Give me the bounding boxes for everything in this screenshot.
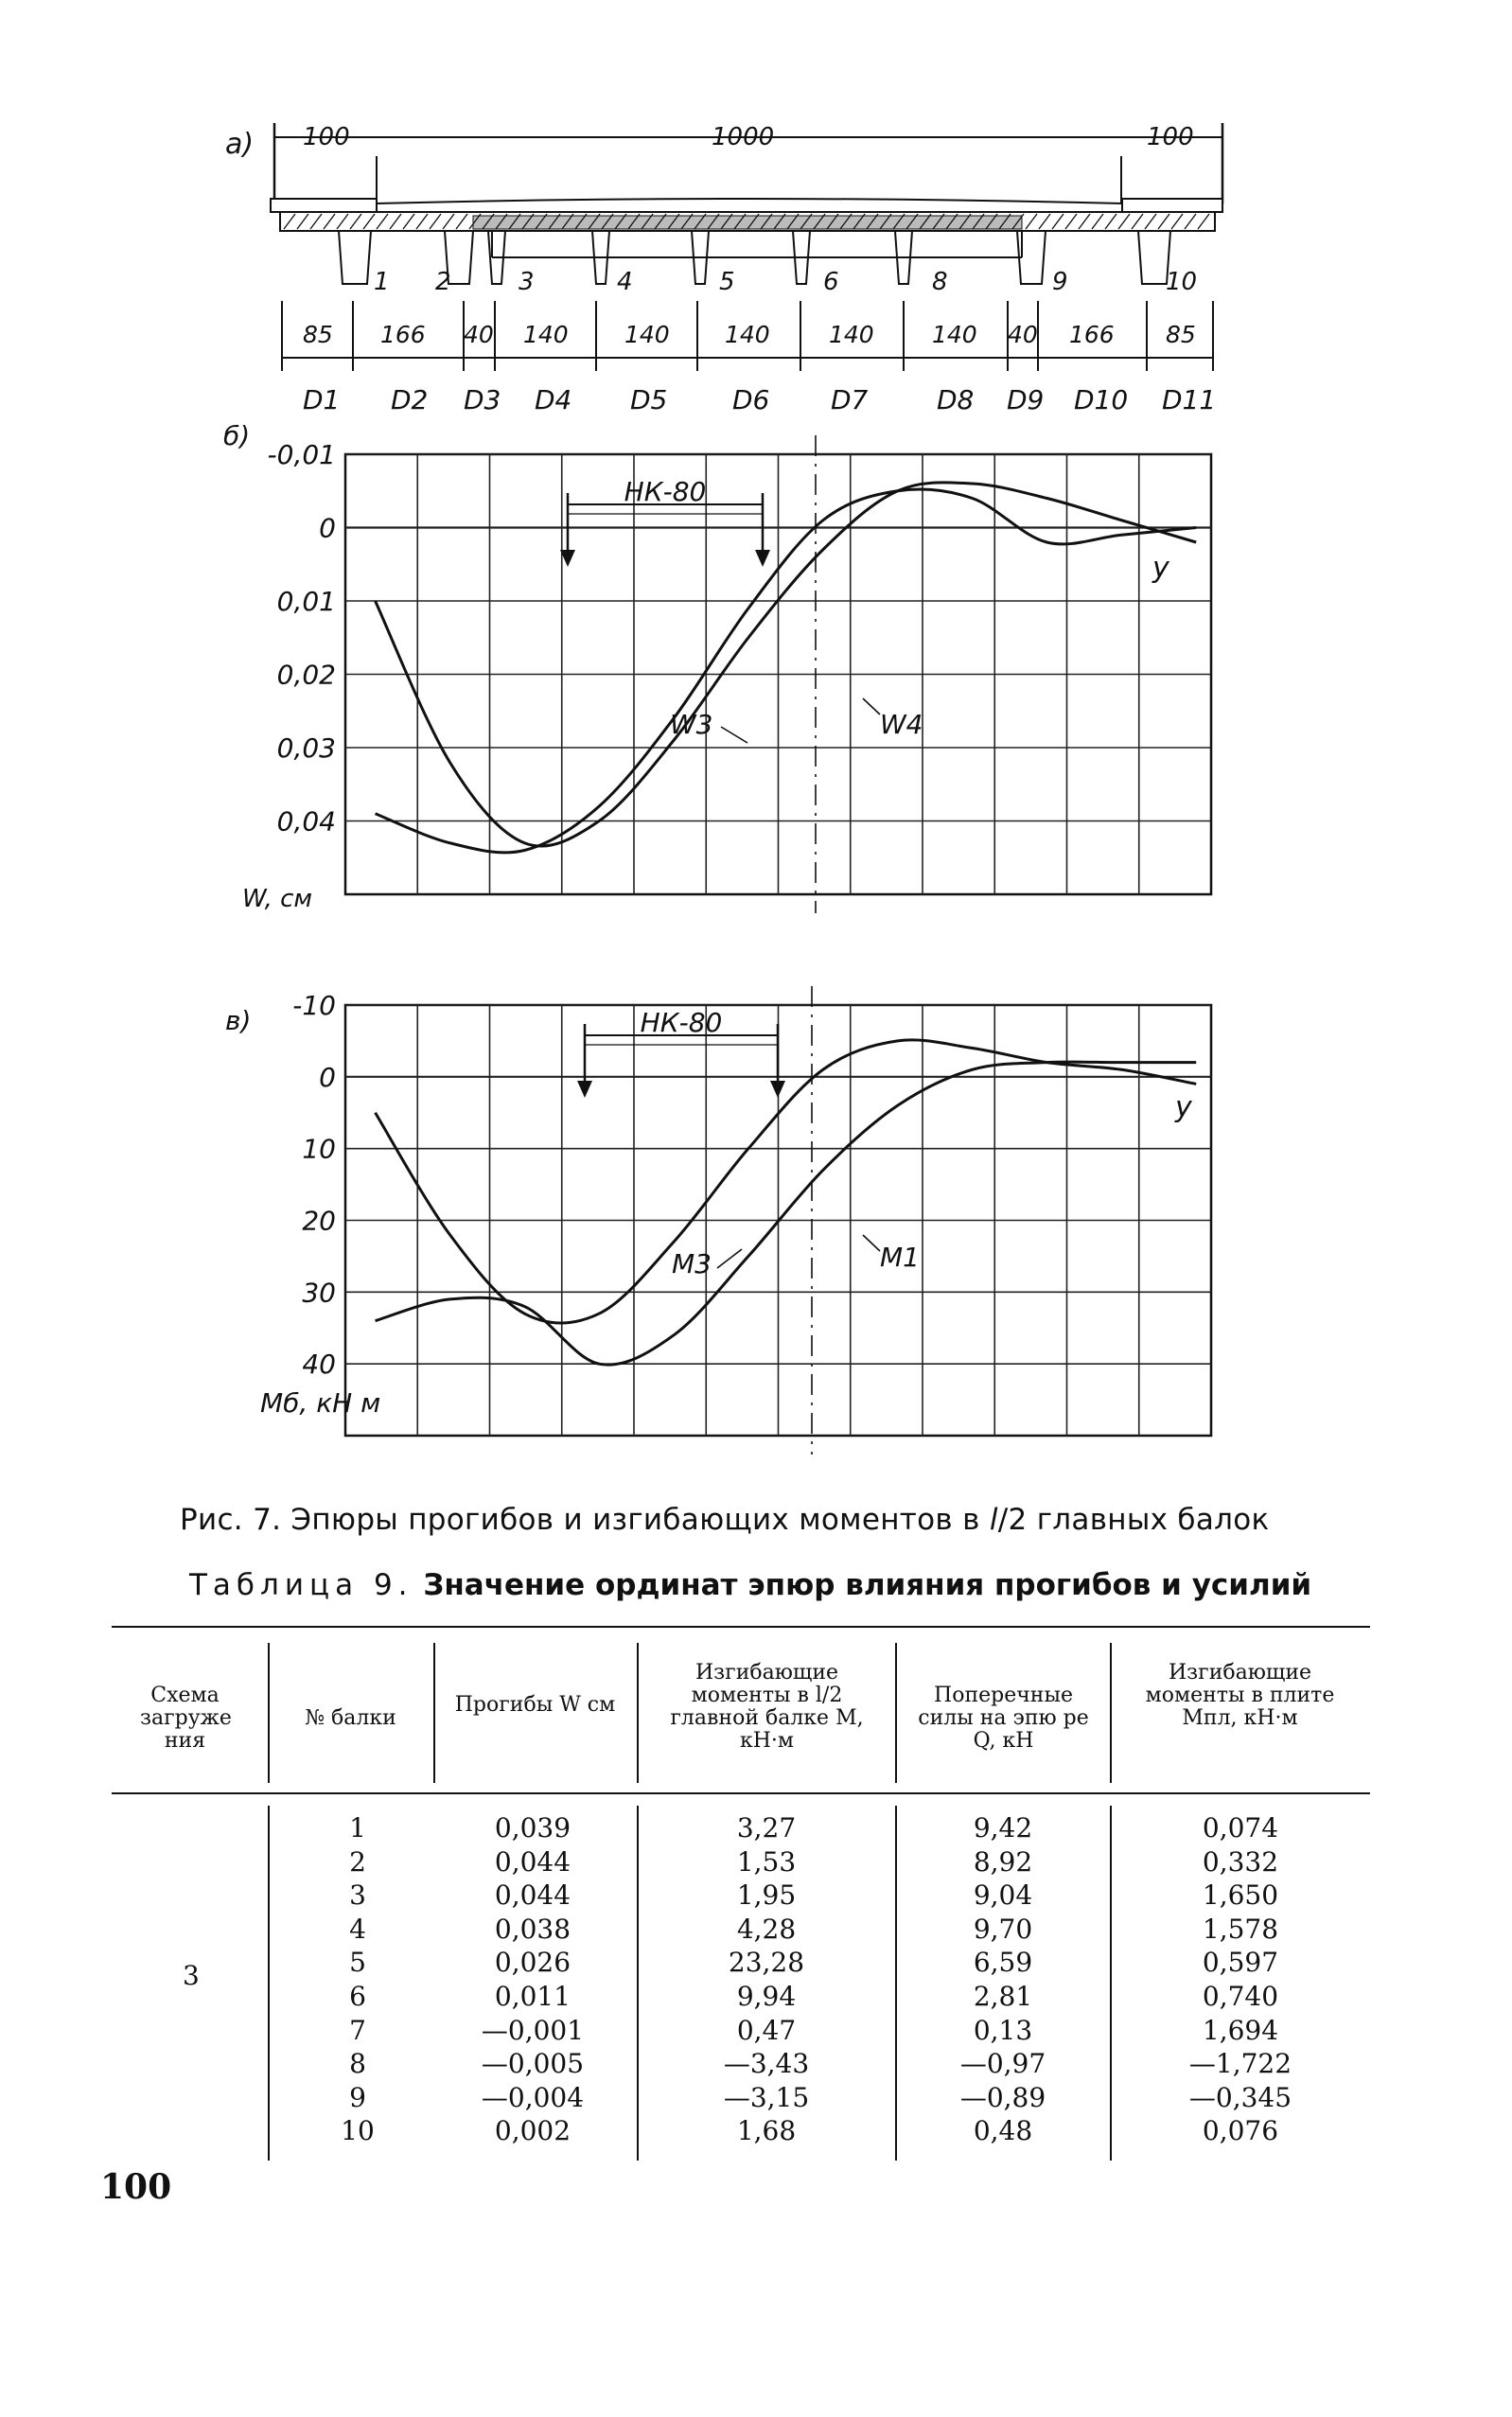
table-cell: 9,04 — [973, 1879, 1033, 1912]
beam-number: 10 — [1166, 268, 1198, 296]
table-cell: 9,94 — [736, 1981, 797, 2012]
table-cell: 1,694 — [1202, 2014, 1279, 2046]
table-cell: 2,81 — [973, 1981, 1033, 2012]
table-cell: 9,42 — [973, 1812, 1033, 1844]
y-tick-label: 40 — [302, 1349, 336, 1381]
series-label: M1 — [880, 1242, 920, 1273]
spacing-label: 85 — [303, 321, 333, 348]
table-cell: —0,001 — [481, 2014, 585, 2046]
spacing-label: 40 — [464, 321, 494, 348]
caption-prefix: Рис. 7. Эпюры прогибов и изгибающих моментов в — [180, 1503, 990, 1537]
beam-rib — [339, 231, 371, 284]
spacing-label: 40 — [1008, 321, 1038, 348]
y-tick-label: 0,04 — [276, 805, 336, 838]
segment-label: D9 — [1007, 384, 1045, 415]
table-title-label: Таблица 9. — [189, 1568, 413, 1602]
caption-ell: l — [989, 1503, 998, 1537]
y-tick-label: 10 — [302, 1133, 336, 1165]
beam-number: 5 — [719, 268, 735, 296]
segment-label: D7 — [831, 384, 869, 415]
y-tick-label: 0,01 — [276, 586, 336, 617]
beam-no-cell: 10 — [341, 2115, 375, 2147]
segment-label: D1 — [303, 384, 341, 415]
y-tick-label: -0,01 — [267, 439, 336, 470]
table-cell: 0,002 — [494, 2115, 571, 2147]
table-cell: 0,044 — [494, 1845, 571, 1878]
table-cell: 3,27 — [736, 1812, 797, 1844]
table-title-text: Значение ординат эпюр влияния прогибов и усилий — [413, 1568, 1312, 1602]
spacing-label: 140 — [932, 321, 977, 348]
beam-number: 3 — [519, 268, 535, 296]
series-line-m3 — [376, 1040, 1197, 1323]
table-cell: —0,005 — [481, 2048, 585, 2080]
series-label: W3 — [670, 709, 713, 740]
beam-no-cell: 5 — [349, 1947, 366, 1979]
page-number: 100 — [100, 2167, 172, 2207]
table-cell: 0,47 — [736, 2014, 797, 2046]
y-tick-label: 20 — [302, 1205, 336, 1237]
table-cell: 0,039 — [494, 1812, 571, 1844]
table-cell: 0,038 — [494, 1913, 571, 1945]
beam-number: 9 — [1052, 268, 1068, 296]
beam-no-cell: 2 — [349, 1845, 366, 1878]
chart-b-ylabel: W, см — [242, 885, 313, 913]
figure-caption — [180, 1503, 1270, 1537]
table-cell: 0,48 — [973, 2115, 1033, 2147]
beam-no-cell: 8 — [349, 2048, 366, 2080]
spacing-label: 166 — [380, 321, 426, 348]
beam-no-cell: 7 — [349, 2014, 366, 2046]
spacing-label: 85 — [1166, 321, 1196, 348]
table-cell: 9,70 — [973, 1913, 1033, 1945]
table-cell: 1,578 — [1202, 1913, 1279, 1945]
segment-label: D4 — [535, 384, 572, 415]
beam-no-cell: 6 — [349, 1981, 366, 2012]
beam-number: 4 — [617, 268, 633, 296]
table-cell: —0,004 — [481, 2081, 585, 2113]
table-cell: 0,074 — [1202, 1812, 1279, 1844]
series-line-w3 — [376, 483, 1197, 846]
table-cell: 0,011 — [494, 1981, 571, 2012]
table-cell: 0,332 — [1202, 1845, 1279, 1878]
header-scheme: Схема загруже ния — [140, 1684, 232, 1753]
series-line-m1 — [376, 1062, 1197, 1365]
table-cell: —0,345 — [1188, 2081, 1292, 2113]
chart-moments — [225, 986, 1211, 1455]
table-cell: 1,68 — [736, 2115, 797, 2147]
dim-top-center: 1000 — [712, 123, 775, 151]
table-cell: 1,95 — [736, 1879, 797, 1912]
spacing-label: 140 — [829, 321, 874, 348]
spacing-label: 140 — [523, 321, 569, 348]
beam-number: 1 — [374, 268, 390, 296]
table-cell: 0,044 — [494, 1879, 571, 1912]
table-cell: —0,89 — [959, 2081, 1046, 2113]
table-cell: 4,28 — [736, 1913, 797, 1945]
table-cell: 0,740 — [1202, 1981, 1279, 2012]
series-label: M3 — [672, 1248, 712, 1279]
table-cell: 0,13 — [973, 2014, 1033, 2046]
table-cell: 0,076 — [1202, 2115, 1279, 2147]
spacing-label: 140 — [725, 321, 770, 348]
beam-number: 8 — [932, 268, 948, 296]
spacing-label: 166 — [1069, 321, 1115, 348]
caption-suffix: /2 главных балок — [997, 1503, 1270, 1537]
chart-c-ylabel: Mб, кН м — [260, 1387, 381, 1419]
y-tick-label: 0,03 — [276, 732, 336, 764]
spacing-label: 140 — [624, 321, 670, 348]
table-cell: 1,53 — [736, 1845, 797, 1878]
y-tick-label: 0,02 — [276, 659, 336, 691]
panel-a-label: а) — [225, 128, 255, 161]
table-title — [189, 1568, 1311, 1602]
table-cell: 6,59 — [973, 1947, 1033, 1979]
table-cell: 8,92 — [973, 1845, 1033, 1878]
table-cell: —1,722 — [1188, 2048, 1292, 2080]
segment-label: D10 — [1074, 384, 1129, 415]
dim-top-left: 100 — [303, 123, 350, 151]
chart-b-panel-label: б) — [223, 420, 251, 451]
y-tick-label: 30 — [302, 1277, 336, 1309]
header-moment-beam: Изгибающие моменты в l/2 главной балке M, кН·м — [670, 1661, 864, 1753]
panel-a-cross-section — [225, 123, 1222, 415]
dim-top-right: 100 — [1147, 123, 1194, 151]
header-shear: Поперечные силы на эпю ре Q, кН — [918, 1684, 1089, 1753]
header-deflection: Прогибы W см — [454, 1693, 616, 1717]
beam-no-cell: 3 — [349, 1879, 366, 1912]
table-cell: —0,97 — [959, 2048, 1046, 2080]
segment-label: D3 — [464, 384, 501, 415]
y-tick-label: 0 — [319, 1061, 336, 1093]
segment-label: D5 — [630, 384, 668, 415]
header-moment-slab: Изгибающие моменты в плите Mпл, кН·м — [1145, 1661, 1335, 1730]
series-label: W4 — [880, 709, 923, 740]
segment-label: D11 — [1162, 384, 1217, 415]
series-line-w4 — [376, 489, 1197, 853]
table-cell: 0,026 — [494, 1947, 571, 1979]
table-cell: 23,28 — [728, 1947, 805, 1979]
chart-b-xlabel: y — [1152, 552, 1169, 585]
beam-no-cell: 4 — [349, 1913, 366, 1945]
load-label: НК-80 — [640, 1007, 723, 1038]
chart-c-panel-label: в) — [225, 1005, 252, 1036]
load-label: НК-80 — [624, 476, 707, 507]
y-tick-label: -10 — [292, 990, 336, 1021]
beam-number: 2 — [435, 268, 451, 296]
scheme-cell: 3 — [183, 1960, 200, 1991]
beam-no-cell: 1 — [349, 1812, 366, 1844]
table-cell: 1,650 — [1202, 1879, 1279, 1912]
beam-no-cell: 9 — [349, 2081, 366, 2113]
y-tick-label: 0 — [319, 512, 336, 544]
beam-number: 6 — [823, 268, 839, 296]
chart-c-xlabel: y — [1175, 1091, 1192, 1124]
chart-deflections — [223, 420, 1211, 913]
segment-label: D8 — [937, 384, 975, 415]
table-cell: —3,15 — [723, 2081, 810, 2113]
header-beam-no: № балки — [305, 1706, 396, 1730]
segment-label: D6 — [732, 384, 770, 415]
segment-label: D2 — [391, 384, 429, 415]
table-cell: —3,43 — [723, 2048, 810, 2080]
table-cell: 0,597 — [1202, 1947, 1279, 1979]
